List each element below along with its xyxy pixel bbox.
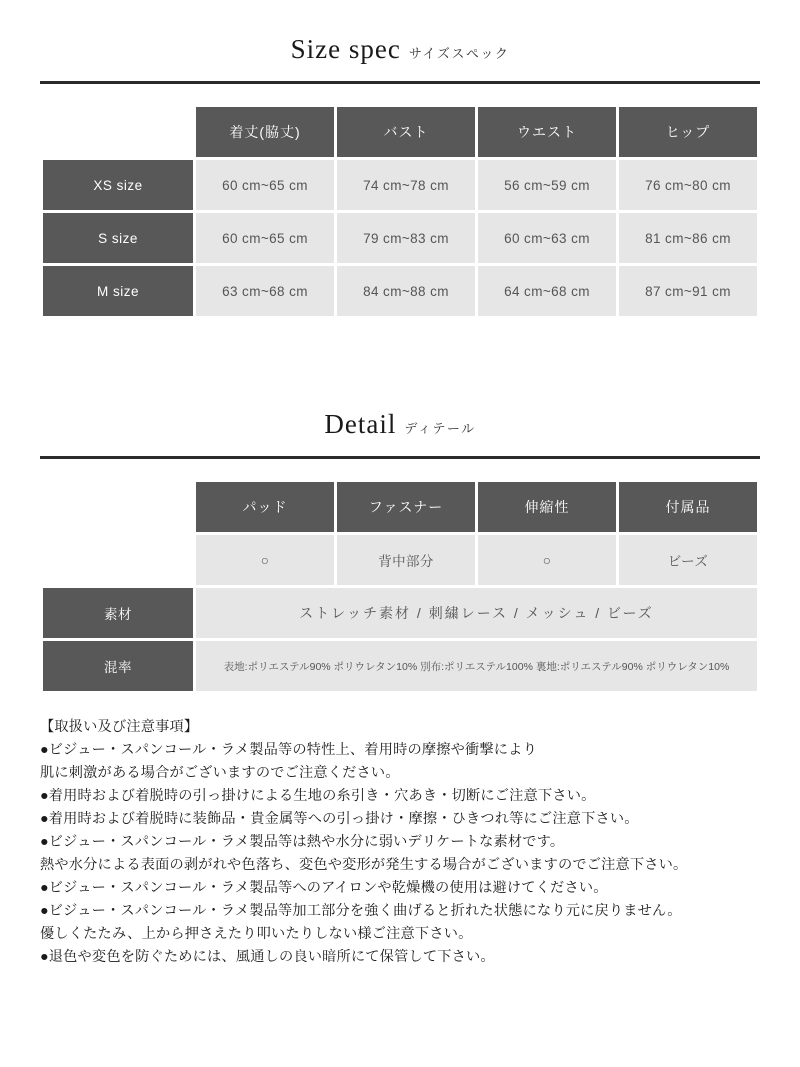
cell-m-bust: 84 cm~88 cm — [337, 266, 475, 316]
cell-m-length: 63 cm~68 cm — [196, 266, 334, 316]
cell-m-hip: 87 cm~91 cm — [619, 266, 757, 316]
cell-xs-length: 60 cm~65 cm — [196, 160, 334, 210]
cell-accessory-value: ビーズ — [619, 535, 757, 585]
detail-corner-cell — [43, 482, 193, 532]
table-row — [43, 588, 757, 638]
cell-s-length: 60 cm~65 cm — [196, 213, 334, 263]
note-line: 優しくたたみ、上から押さえたり叩いたりしない様ご注意下さい。 — [40, 926, 473, 942]
column-header-bust: バスト — [337, 107, 475, 157]
detail-divider — [40, 456, 760, 459]
column-header-hip: ヒップ — [619, 107, 757, 157]
size-spec-title-jp: サイズスペック — [408, 46, 510, 61]
cell-material-value: ストレッチ素材 / 刺繍レース / メッシュ / ビーズ — [196, 588, 757, 638]
note-line: ●ビジュー・スパンコール・ラメ製品等へのアイロンや乾燥機の使用は避けてください。 — [40, 880, 608, 896]
detail-section — [40, 375, 760, 694]
column-header-zipper: ファスナー — [337, 482, 475, 532]
care-notes — [40, 716, 760, 969]
size-spec-table — [40, 104, 760, 319]
row-header-m: M size — [43, 266, 193, 316]
row-header-material: 素材 — [43, 588, 193, 638]
note-line: ●ビジュー・スパンコール・ラメ製品等の特性上、着用時の摩擦や衝撃により — [40, 742, 537, 758]
note-line: ●退色や変色を防ぐためには、風通しの良い暗所にて保管して下さい。 — [40, 949, 495, 965]
table-row — [43, 641, 757, 691]
size-spec-corner-cell — [43, 107, 193, 157]
cell-s-waist: 60 cm~63 cm — [478, 213, 616, 263]
cell-xs-waist: 56 cm~59 cm — [478, 160, 616, 210]
note-line: ●ビジュー・スパンコール・ラメ製品等加工部分を強く曲げると折れた状態になり元に戻りません。 — [40, 903, 682, 919]
note-line: ●着用時および着脱時に装飾品・貴金属等への引っ掛け・摩擦・ひきつれ等にご注意下さい。 — [40, 811, 639, 827]
column-header-waist: ウエスト — [478, 107, 616, 157]
cell-stretch-value: ○ — [478, 535, 616, 585]
cell-xs-bust: 74 cm~78 cm — [337, 160, 475, 210]
note-line: 肌に刺激がある場合がございますのでご注意ください。 — [40, 765, 400, 781]
column-header-accessory: 付属品 — [619, 482, 757, 532]
cell-ratio-value: 表地:ポリエステル90% ポリウレタン10% 別布:ポリエステル100% 裏地:ポリエステル90% ポリウレタン10% — [196, 641, 757, 691]
cell-s-hip: 81 cm~86 cm — [619, 213, 757, 263]
note-line: 熱や水分による表面の剥がれや色落ち、変色や変形が発生する場合がございますのでご注意下さい。 — [40, 857, 688, 873]
table-row — [43, 160, 757, 210]
table-header-row — [43, 107, 757, 157]
size-spec-title-en: Size spec — [290, 34, 401, 64]
row-header-xs: XS size — [43, 160, 193, 210]
detail-title-en: Detail — [324, 409, 397, 439]
table-row — [43, 266, 757, 316]
cell-xs-hip: 76 cm~80 cm — [619, 160, 757, 210]
note-line: ●ビジュー・スパンコール・ラメ製品等は熱や水分に弱いデリケートな素材です。 — [40, 834, 565, 850]
column-header-length: 着丈(脇丈) — [196, 107, 334, 157]
note-line: 【取扱い及び注意事項】 — [40, 719, 199, 735]
column-header-stretch: 伸縮性 — [478, 482, 616, 532]
detail-heading — [40, 375, 760, 440]
size-spec-divider — [40, 81, 760, 84]
detail-table — [40, 479, 760, 694]
size-spec-heading — [40, 0, 760, 65]
detail-title-jp: ディテール — [404, 421, 476, 436]
cell-zipper-value: 背中部分 — [337, 535, 475, 585]
note-line: ●着用時および着脱時の引っ掛けによる生地の糸引き・穴あき・切断にご注意下さい。 — [40, 788, 596, 804]
cell-pad-value: ○ — [196, 535, 334, 585]
detail-empty-rowhdr — [43, 535, 193, 585]
table-header-row — [43, 482, 757, 532]
cell-s-bust: 79 cm~83 cm — [337, 213, 475, 263]
cell-m-waist: 64 cm~68 cm — [478, 266, 616, 316]
table-row — [43, 535, 757, 585]
table-row — [43, 213, 757, 263]
row-header-ratio: 混率 — [43, 641, 193, 691]
row-header-s: S size — [43, 213, 193, 263]
column-header-pad: パッド — [196, 482, 334, 532]
